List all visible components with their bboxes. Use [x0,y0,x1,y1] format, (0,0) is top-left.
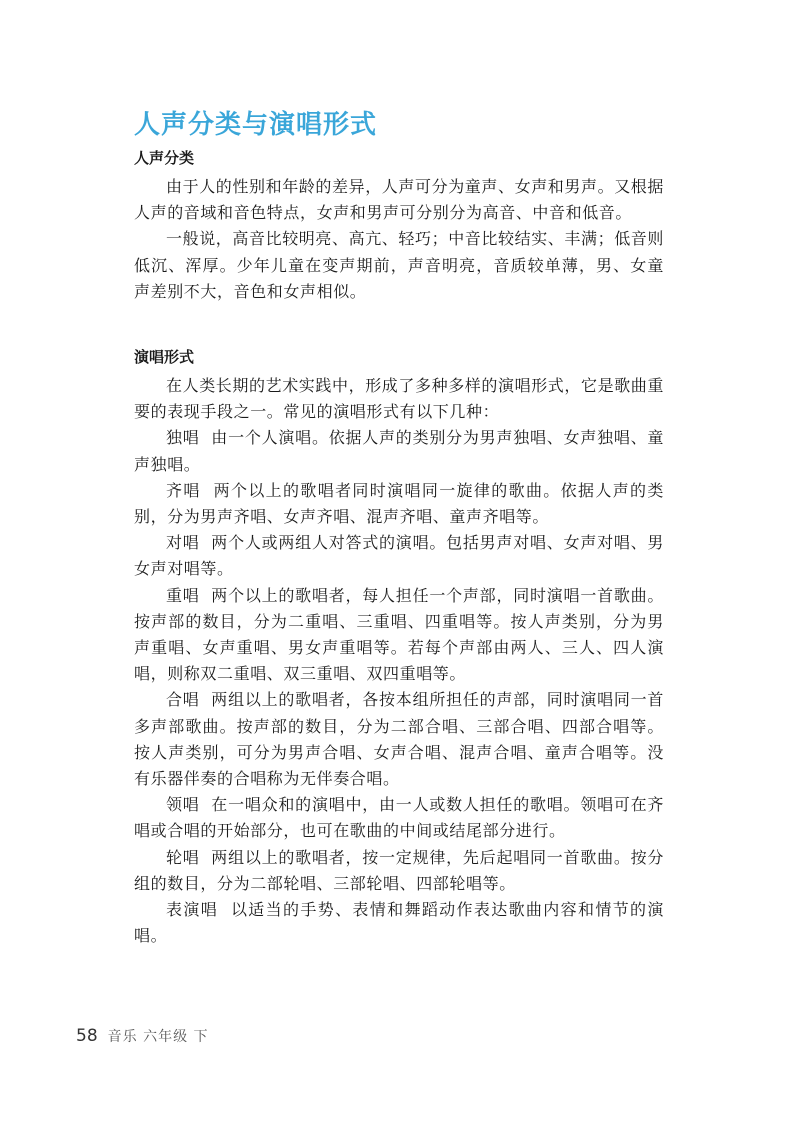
form-description: 两个人或两组人对答式的演唱。包括男声对唱、女声对唱、男女声对唱等。 [134,533,665,579]
form-term: 表演唱 [166,900,219,920]
form-term: 轮唱 [166,847,200,867]
form-item-duet-antiphonal [134,530,664,582]
form-description: 两组以上的歌唱者，按一定规律，先后起唱同一首歌曲。按分组的数目，分为二部轮唱、三部轮唱、四部轮唱等。 [134,847,665,893]
page-number: 58 [76,1026,98,1046]
form-description: 两个以上的歌唱者同时演唱同一旋律的歌曲。依据人声的类别，分为男声齐唱、女声齐唱、混声齐唱、童声齐唱等。 [134,480,665,527]
section-heading: 演唱形式 [134,348,195,366]
form-item-performance-singing [134,897,664,949]
form-item-lead-singing [134,792,664,844]
form-term: 对唱 [166,533,200,553]
paragraph: 一般说，高音比较明亮、高亢、轻巧；中音比较结实、丰满；低音则低沉、浑厚。少年儿童在变声期前，声音明亮，音质较单薄，男、女童声差别不大，音色和女声相似。 [134,229,665,301]
form-description: 两个以上的歌唱者，每人担任一个声部，同时演唱一首歌曲。按声部的数目，分为二重唱、三重唱、四重唱等。按人声类别，分为男声重唱、女声重唱、男女声重唱等。若每个声部由两人、三人、四人演唱，则称双二重唱、双三重唱、双四重唱等。 [134,585,665,684]
form-description: 以适当的手势、表情和舞蹈动作表达歌曲内容和情节的演唱。 [134,900,664,946]
form-item-chorus [134,687,664,792]
section-singing-forms [134,345,664,949]
section-voice-classification [134,146,664,305]
form-description: 由一个人演唱。依据人声的类别分为男声独唱、女声独唱、童声独唱。 [134,428,665,474]
book-title: 音乐 六年级 下 [107,1029,209,1045]
form-item-ensemble [134,583,664,688]
form-term: 齐唱 [166,480,201,500]
form-term: 重唱 [166,585,200,605]
form-item-unison [134,478,664,530]
form-description: 在一唱众和的演唱中，由一人或数人担任的歌唱。领唱可在齐唱或合唱的开始部分，也可在歌曲的中间或结尾部分进行。 [134,795,665,841]
form-term: 合唱 [166,690,200,710]
form-description: 两组以上的歌唱者，各按本组所担任的声部，同时演唱同一首多声部歌曲。按声部的数目，分为二部合唱、三部合唱、四部合唱等。按人声类别，可分为男声合唱、女声合唱、混声合唱、童声合唱等。没有乐器伴奏的合唱称为无伴奏合唱。 [134,690,665,789]
form-term: 领唱 [166,795,200,815]
section-heading: 人声分类 [134,149,195,167]
form-item-solo [134,425,664,477]
paragraph: 在人类长期的艺术实践中，形成了多种多样的演唱形式，它是歌曲重要的表现手段之一。常见的演唱形式有以下几种： [134,376,665,422]
paragraph: 由于人的性别和年龄的差异，人声可分为童声、女声和男声。又根据人声的音域和音色特点，女声和男声可分别分为高音、中音和低音。 [134,177,665,223]
form-item-round [134,845,664,897]
page-title: 人声分类与演唱形式 [134,110,378,140]
form-term: 独唱 [166,428,200,448]
page-footer [76,1026,209,1046]
